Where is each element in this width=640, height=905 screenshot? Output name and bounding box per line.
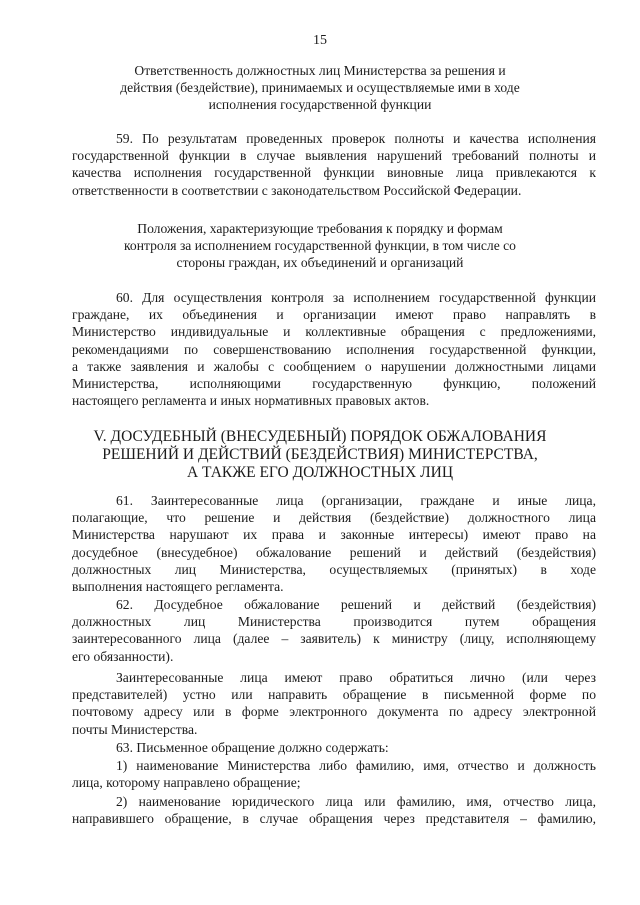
text-line: настоящего регламента и иных нормативных правовых актов.	[72, 393, 430, 409]
text-line: Министерство индивидуальные и коллективные обращения с предложениями,	[72, 324, 596, 340]
text-line: досудебное (внесудебное) обжалование решений и действий (бездействия)	[72, 544, 596, 560]
text-line: должностных лиц Министерства, осуществляемых (принятых) в ходе	[72, 561, 596, 577]
text-line: ответственности в соответствии с законодательством Российской Федерации.	[72, 182, 522, 198]
text-line: 60. Для осуществления контроля за исполнением государственной функции	[116, 290, 596, 305]
text-line: представителей) устно или направить обращение в письменной форме по	[72, 687, 596, 703]
text-line: А ТАКЖЕ ЕГО ДОЛЖНОСТНЫХ ЛИЦ	[186, 464, 454, 481]
text-line: V. ДОСУДЕБНЫЙ (ВНЕСУДЕБНЫЙ) ПОРЯДОК ОБЖАЛОВАНИЯ	[93, 428, 547, 445]
paragraph-60	[72, 289, 596, 409]
text-line: лица, которому направлено обращение;	[72, 775, 301, 791]
text-line: действия (бездействие), принимаемых и осуществляемые ими в ходе	[120, 80, 520, 95]
text-line: полагающие, что решение и действия (бездействие) должностного лица	[72, 510, 596, 526]
text-line: государственной функции в случае выявления нарушений требований полноты и	[72, 148, 596, 164]
text-line: контроля за исполнением государственной функции, в том числе со	[124, 238, 516, 253]
paragraph-59	[72, 130, 596, 199]
paragraph-62-continued	[72, 669, 596, 738]
text-line: 63. Письменное обращение должно содержать:	[116, 740, 389, 755]
paragraph-63-item-1	[72, 757, 596, 791]
text-line: а также заявления и жалобы с сообщением о нарушении должностными лицами	[72, 358, 596, 374]
paragraph-62	[72, 596, 596, 665]
text-line: должностных лиц Министерства производится путем обращения	[72, 614, 596, 630]
text-line: Заинтересованные лица имеют право обратиться лично (или через	[116, 670, 596, 685]
text-line: качества исполнения государственной функции виновные лица привлекаются к	[72, 165, 596, 181]
text-line: выполнения настоящего регламента.	[72, 579, 284, 595]
subheading-responsibility	[90, 62, 550, 113]
paragraph-61	[72, 492, 596, 595]
text-line: 2) наименование юридического лица или фамилию, имя, отчество лица,	[116, 794, 596, 809]
text-line: направившего обращение, в случае обращения через представителя – фамилию,	[72, 811, 596, 827]
text-line: 1) наименование Министерства либо фамилию, имя, отчество и должность	[116, 758, 596, 773]
text-line: 61. Заинтересованные лица (организации, граждане и иные лица,	[116, 493, 596, 508]
paragraph-63	[72, 739, 596, 756]
text-line: его обязанности).	[72, 648, 174, 664]
text-line: Положения, характеризующие требования к порядку и формам	[137, 221, 503, 236]
text-line: Ответственность должностных лиц Министерства за решения и	[134, 63, 506, 78]
text-line: почты Министерства.	[72, 721, 198, 737]
paragraph-63-item-2	[72, 793, 596, 827]
text-line: Министерства нарушают их права и законные интересы) имеют право на	[72, 527, 596, 543]
page-number: 15	[313, 33, 327, 48]
text-line: рекомендациями по совершенствованию исполнения государственной функции,	[72, 341, 596, 357]
text-line: исполнения государственной функции	[208, 97, 432, 112]
text-line: Министерства, исполняющими государственную функцию, положений	[72, 376, 596, 392]
text-line: 62. Досудебное обжалование решений и действий (бездействия)	[116, 597, 596, 612]
subheading-control	[90, 220, 550, 271]
text-line: заинтересованного лица (далее – заявитель) к министру (лицу, исполняющему	[72, 631, 596, 647]
text-line: граждане, их объединения и организации имеют право направлять в	[72, 307, 596, 323]
text-line: РЕШЕНИЙ И ДЕЙСТВИЙ (БЕЗДЕЙСТВИЯ) МИНИСТЕРСТВА,	[102, 446, 538, 463]
section-v-heading	[80, 428, 560, 482]
text-line: 59. По результатам проведенных проверок полноты и качества исполнения	[116, 131, 596, 146]
text-line: почтовому адресу или в форме электронного документа по адресу электронной	[72, 704, 596, 720]
text-line: стороны граждан, их объединений и организаций	[176, 255, 464, 270]
